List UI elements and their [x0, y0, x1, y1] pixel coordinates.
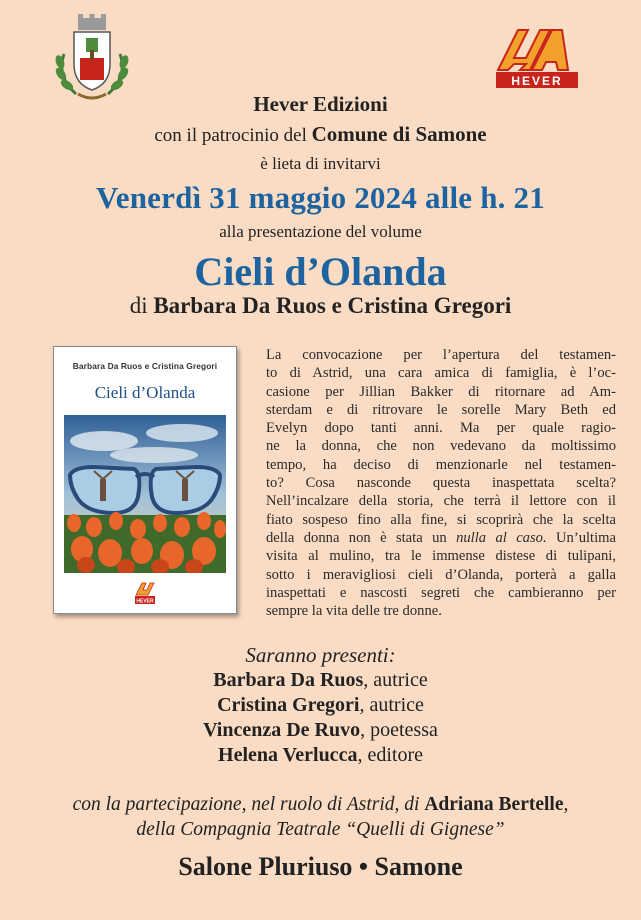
invite-line: è lieta di invitarvi [260, 154, 381, 173]
description-line: sotto i meravigliosi cieli d’Olanda, porterà a galla [266, 566, 616, 583]
hever-logo [492, 24, 582, 90]
participation-note [0, 792, 641, 842]
cover-authors: Barbara Da Ruos e Cristina Gregori [72, 361, 218, 371]
guest-role: , poetessa [360, 719, 438, 741]
venue: Salone Pluriuso • Samone [178, 852, 463, 881]
description-line: to di Astrid, una cara amica di famiglia, è l’oc- [266, 365, 616, 382]
description-line: sempre la vita delle tre donne. [266, 603, 442, 620]
logo-text: HEVER [511, 74, 563, 88]
guest-list [0, 668, 641, 768]
cover-publisher-logo [134, 581, 156, 605]
guest-name: Barbara Da Ruos [213, 669, 364, 691]
guest-item [0, 718, 641, 743]
description-line: ne la donna, che non vedevano da moltissimo [266, 438, 616, 455]
patronage-line [0, 122, 641, 147]
guest-role: , autrice [363, 669, 428, 691]
description-line: to? Cosa nasconde questa inaspettata scelta? [266, 475, 616, 492]
guest-name: Cristina Gregori [217, 694, 360, 716]
description-line: La convocazione per l’apertura del testamen- [266, 347, 616, 363]
presentation-line: alla presentazione del volume [219, 222, 422, 241]
guest-name: Vincenza De Ruvo [203, 719, 361, 741]
cover-title: Cieli d’Olanda [94, 383, 196, 402]
description-line: Evelyn dopo tanti anni. Ma per quale ragio- [266, 420, 616, 437]
event-date: Venerdì 31 maggio 2024 alle h. 21 [96, 180, 545, 215]
patronage-entity: Comune di Samone [311, 122, 487, 146]
participation-line-2: della Compagnia Teatrale “Quelli di Gignese” [136, 819, 505, 840]
cover-logo-text: HEVER [136, 598, 154, 605]
guest-item [0, 668, 641, 693]
description-line: casione per Jillian Bakker di ritornare ad Am- [266, 383, 616, 400]
publisher-name: Hever Edizioni [253, 92, 388, 116]
guest-role: , editore [357, 744, 423, 766]
participation-prefix: con la partecipazione, nel ruolo di Astrid, di [72, 794, 420, 815]
participant-name: Adriana Bertelle [424, 794, 564, 815]
description-text: della donna non è stata un [266, 529, 457, 546]
description-line-mixed [266, 529, 616, 547]
authors-names: Barbara Da Ruos e Cristina Gregori [153, 293, 512, 318]
description-line: tempo, ha deciso di menzionarle nel testamen- [266, 456, 616, 473]
authors-line [0, 293, 641, 319]
description-line: visita al mulino, tra le immense distese di tulipani, [266, 548, 616, 565]
guest-role: , autrice [359, 694, 424, 716]
guest-name: Helena Verlucca [218, 744, 358, 766]
participation-comma: , [563, 794, 569, 815]
description-line: fiato sospeso fino alla fine, si scoprirà che la scelta [266, 511, 616, 528]
description-line: Nell’incalzare della storia, che terrà il lettore con il [266, 493, 616, 510]
guest-item [0, 743, 641, 768]
description-line: inaspettati e nascosti segreti che cambieranno per [266, 584, 616, 601]
book-title: Cieli d’Olanda [194, 249, 447, 294]
authors-prefix: di [129, 293, 148, 318]
description-line: sterdam e di ritrovare le sorelle Mary Beth ed [266, 401, 616, 418]
municipality-crest [50, 14, 134, 102]
description-text: Un’ultima [546, 529, 616, 546]
participation-line-1 [0, 792, 641, 817]
guest-item [0, 693, 641, 718]
description-italic: nulla al caso. [456, 529, 547, 546]
book-description [266, 346, 616, 620]
guests-heading: Saranno presenti: [245, 643, 396, 667]
book-cover-image [53, 346, 237, 614]
patronage-prefix: con il patrocinio del [154, 125, 307, 146]
cover-illustration [64, 415, 226, 573]
